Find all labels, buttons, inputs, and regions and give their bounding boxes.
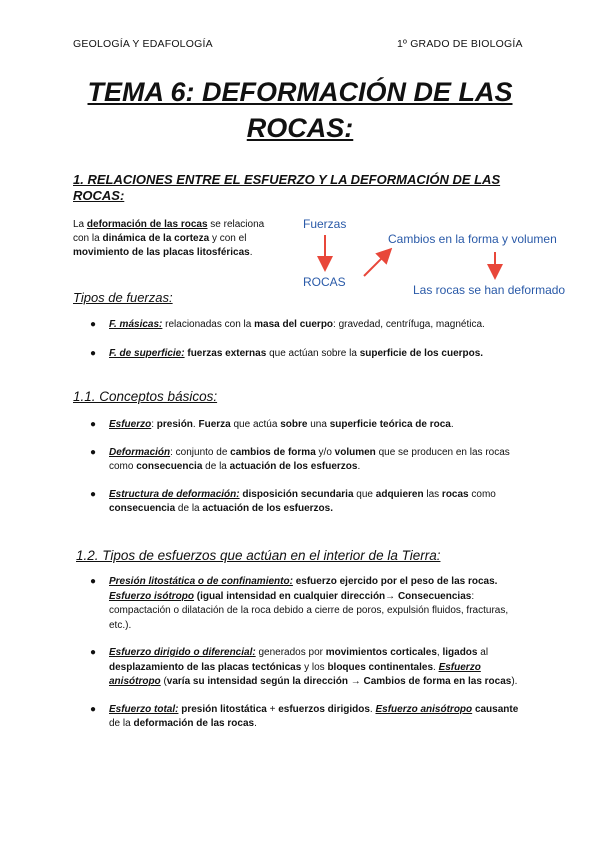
section-1-heading-line-2: ROCAS: — [73, 188, 125, 203]
bullet-icon: ● — [90, 703, 97, 715]
term-deformacion: deformación de las rocas — [86, 219, 208, 230]
figure-label-fuerzas: Fuerzas — [303, 217, 347, 231]
bullet-icon: ● — [90, 319, 97, 330]
list-item: ● F. másicas: relacionadas con la masa del cuerpo: gravedad, centrífuga, magnética. — [109, 318, 549, 333]
tipos-fuerzas-heading: Tipos de fuerzas: — [73, 290, 173, 305]
title-line-1: TEMA 6: DEFORMACIÓN DE LAS — [87, 77, 513, 107]
figure-label-cambios: Cambios en la forma y volumen — [388, 232, 557, 246]
list-item: ● Esfuerzo: presión. Fuerza que actúa sobre una superficie teórica de roca. — [109, 418, 529, 433]
header-left: GEOLOGÍA Y EDAFOLOGÍA — [73, 38, 213, 50]
list-item: ● Presión litostática o de confinamiento: esfuerzo ejercido por el peso de las rocas. Esfuerzo isótropo (igual intensidad en cualquier dirección→ Consecuencias: compactación o dilatación de la roca debido a cierre de poros, expulsión fluidos, fracturas, etc.). — [90, 576, 509, 631]
tipos-fuerzas-list — [90, 318, 549, 361]
list-item: ● F. de superficie: fuerzas externas que actúan sobre la superficie de los cuerpos. — [109, 347, 549, 362]
list-item: ● Deformación: conjunto de cambios de forma y/o volumen que se producen en las rocas como consecuencia de la actuación de los esfuerzos. — [90, 446, 510, 472]
header-right: 1º GRADO DE BIOLOGÍA — [397, 38, 523, 50]
list-item: ● Estructura de deformación: disposición secundaria que adquieren las rocas como consecuencia de la actuación de los esfuerzos. — [90, 488, 496, 514]
section-1-1-heading: 1.1. Conceptos básicos: — [73, 389, 218, 404]
figure-label-deformado: Las rocas se han deformado — [413, 283, 566, 297]
list-item: ● Esfuerzo dirigido o diferencial: generados por movimientos corticales, ligados al desplazamiento de las placas tectónicas y los bloques continentales. Esfuerzo anisótropo (varía su intensidad según la dirección → Cambios de forma en las rocas). — [90, 647, 518, 687]
esfuerzos-list — [90, 575, 529, 732]
page-title — [0, 74, 600, 146]
bullet-icon: ● — [90, 446, 97, 458]
bullet-icon: ● — [90, 576, 97, 587]
section-1-heading-line-1: 1. RELACIONES ENTRE EL ESFUERZO Y LA DEFORMACIÓN DE LAS — [73, 172, 501, 187]
list-item: ● Esfuerzo total: presión litostática + esfuerzos dirigidos. Esfuerzo anisótropo causante de la deformación de las rocas. — [90, 703, 519, 729]
conceptos-list — [90, 418, 529, 517]
figure-label-rocas: ROCAS — [303, 275, 346, 289]
title-line-2: ROCAS: — [246, 113, 354, 143]
section-1-intro: La deformación de las rocas se relaciona con la dinámica de la corteza y con el movimiento de las placas litosféricas. — [73, 219, 265, 258]
bullet-icon: ● — [90, 419, 97, 430]
bullet-icon: ● — [90, 647, 97, 658]
section-1-2-heading: 1.2. Tipos de esfuerzos que actúan en el interior de la Tierra: — [76, 548, 441, 563]
figure-arrows — [300, 230, 520, 290]
arrow-rocas-cambios — [364, 252, 388, 276]
section-1-heading — [73, 172, 543, 204]
bullet-icon: ● — [90, 347, 97, 359]
bullet-icon: ● — [90, 488, 97, 500]
